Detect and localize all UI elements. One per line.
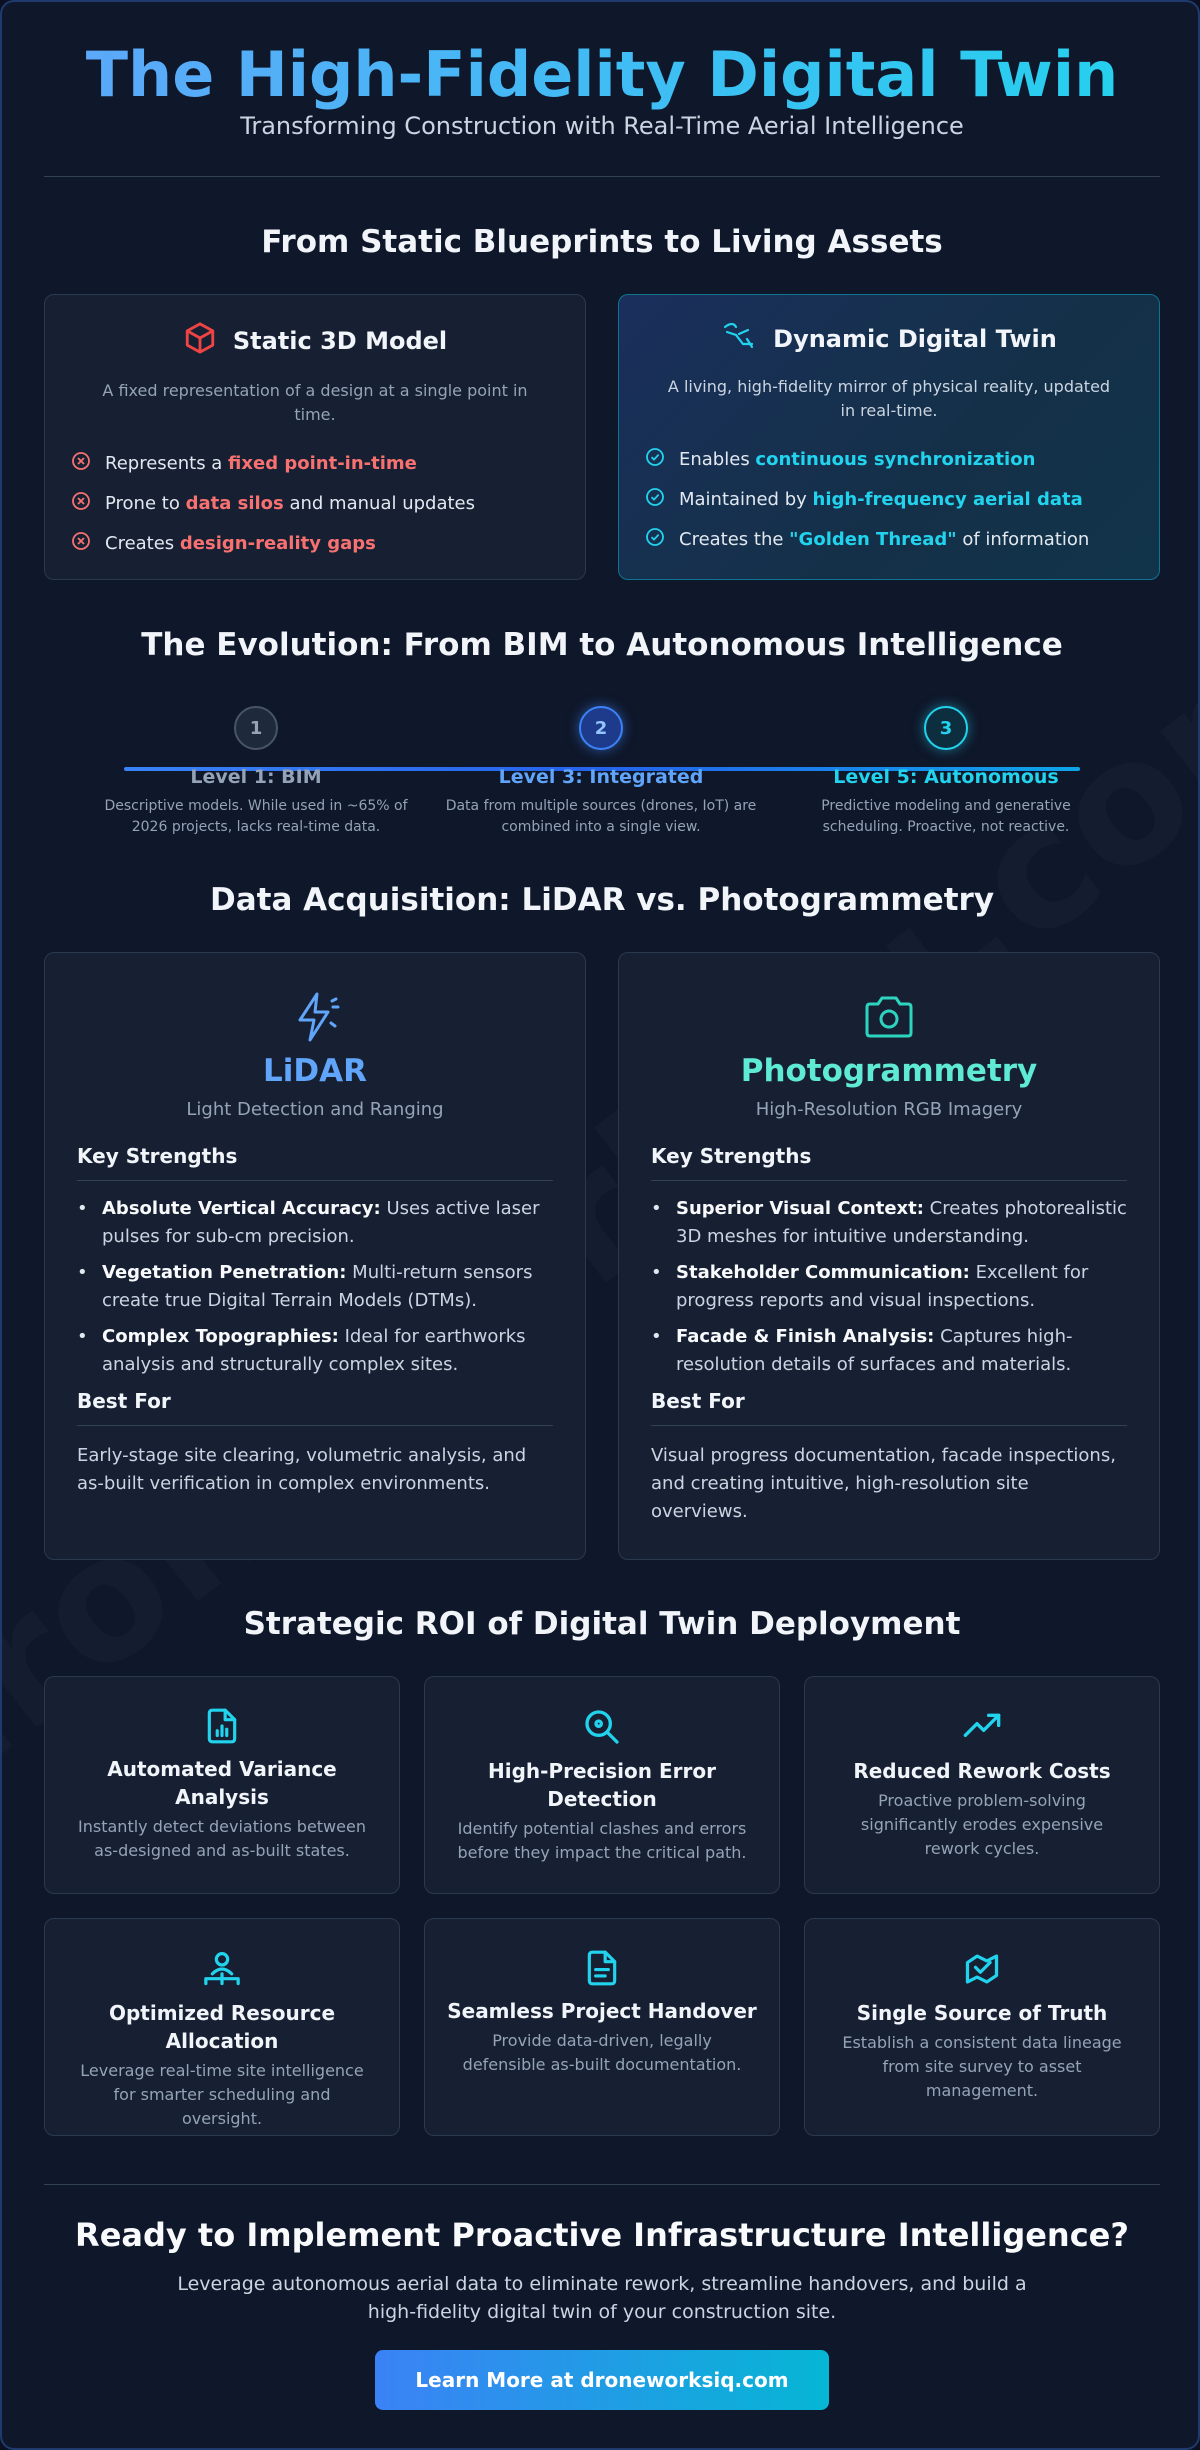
list-item-text: Creates the "Golden Thread" of information (679, 528, 1090, 550)
photogrammetry-subtitle: High-Resolution RGB Imagery (755, 1099, 1023, 1120)
roi-card-error-detection (424, 1676, 780, 1894)
step-circle-3: 3 (924, 706, 968, 750)
x-circle-icon (71, 491, 91, 516)
roi-card-description: Identify potential clashes and errors before they impact the critical path. (457, 1819, 747, 1862)
roi-card-description: Provide data-driven, legally defensible as-built documentation. (462, 2031, 742, 2074)
roi-card-title: Seamless Project Handover (447, 1999, 757, 2023)
static-model-list (45, 443, 585, 563)
list-item (645, 519, 1159, 559)
digital-twin-card (618, 294, 1160, 580)
photogrammetry-body (619, 1144, 1159, 1526)
section-title-acquisition: Data Acquisition: LiDAR vs. Photogrammetry (209, 882, 995, 918)
lightning-icon (45, 989, 585, 1045)
lidar-strengths-list (77, 1195, 553, 1379)
roi-card-title: Automated Variance Analysis (107, 1757, 337, 1809)
photogrammetry-card (618, 952, 1160, 1560)
learn-more-button[interactable]: Learn More at droneworksiq.com (375, 2350, 829, 2410)
list-item: • Facade & Finish Analysis: Captures high-resolution details of surfaces and materials. (651, 1323, 1127, 1379)
digital-twin-header (619, 321, 1159, 357)
lidar-subtitle: Light Detection and Ranging (186, 1099, 444, 1120)
photogrammetry-best-for-text: Visual progress documentation, facade inspections, and creating intuitive, high-resolution site overviews. (651, 1445, 1116, 1522)
list-item (71, 483, 585, 523)
check-circle-icon (645, 527, 665, 552)
cta-divider (44, 2184, 1160, 2185)
user-network-icon (45, 1949, 399, 1989)
roi-card-title: Reduced Rework Costs (853, 1759, 1111, 1783)
list-item-text: Enables continuous synchronization (679, 448, 1036, 470)
roi-card-resource (44, 1918, 400, 2136)
trending-up-icon (805, 1707, 1159, 1747)
lidar-best-for-heading: Best For (77, 1389, 553, 1426)
roi-card-title: Single Source of Truth (856, 2001, 1108, 2025)
list-item: • Absolute Vertical Accuracy: Uses active laser pulses for sub-cm precision. (77, 1195, 553, 1251)
list-item (71, 523, 585, 563)
x-circle-icon (71, 531, 91, 556)
list-item (71, 443, 585, 483)
page-title: The High-Fidelity Digital Twin (2, 38, 1200, 111)
roi-card-variance (44, 1676, 400, 1894)
static-model-header (45, 321, 585, 361)
step-description-2: Data from multiple sources (drones, IoT) are combined into a single view. (445, 798, 757, 835)
roi-card-handover (424, 1918, 780, 2136)
file-chart-icon (45, 1707, 399, 1745)
check-circle-icon (645, 487, 665, 512)
page-subtitle: Transforming Construction with Real-Time Aerial Intelligence (240, 112, 964, 140)
roi-card-description: Establish a consistent data lineage from site survey to asset management. (842, 2033, 1122, 2100)
magnifier-icon (425, 1707, 779, 1747)
step-description-3: Predictive modeling and generative scheduling. Proactive, not reactive. (821, 798, 1071, 835)
satellite-icon (721, 321, 757, 357)
list-item (645, 439, 1159, 479)
section-title-roi: Strategic ROI of Digital Twin Deployment (243, 1606, 961, 1642)
static-model-description: A fixed representation of a design at a single point in time. (102, 381, 528, 424)
section-title-blueprints: From Static Blueprints to Living Assets (261, 224, 943, 260)
step-title-2: Level 3: Integrated (498, 766, 704, 788)
list-item-text: Creates design-reality gaps (105, 532, 376, 554)
list-item: • Vegetation Penetration: Multi-return sensors create true Digital Terrain Models (DTMs). (77, 1259, 553, 1315)
cube-icon (183, 321, 217, 361)
step-circle-2: 2 (579, 706, 623, 750)
photogrammetry-best-for-heading: Best For (651, 1389, 1127, 1426)
roi-card-title: High-Precision Error Detection (488, 1759, 716, 1811)
photogrammetry-strengths-list (651, 1195, 1127, 1379)
lidar-card (44, 952, 586, 1560)
photogrammetry-strengths-heading: Key Strengths (651, 1144, 1127, 1181)
map-check-icon (805, 1949, 1159, 1989)
roi-card-description: Proactive problem-solving significantly erodes expensive rework cycles. (860, 1791, 1104, 1858)
roi-card-title: Optimized Resource Allocation (108, 2001, 336, 2053)
static-model-title: Static 3D Model (232, 327, 448, 355)
roi-card-description: Leverage real-time site intelligence for smarter scheduling and oversight. (80, 2061, 364, 2128)
roi-card-description: Instantly detect deviations between as-designed and as-built states. (78, 1817, 366, 1860)
section-title-evolution: The Evolution: From BIM to Autonomous Intelligence (141, 627, 1063, 663)
list-item-text: Represents a fixed point-in-time (105, 452, 417, 474)
list-item: • Stakeholder Communication: Excellent for progress reports and visual inspections. (651, 1259, 1127, 1315)
step-circle-1: 1 (234, 706, 278, 750)
list-item-text: Maintained by high-frequency aerial data (679, 488, 1083, 510)
header-divider (44, 176, 1160, 177)
digital-twin-title: Dynamic Digital Twin (773, 325, 1057, 353)
roi-card-source-of-truth (804, 1918, 1160, 2136)
digital-twin-list (619, 439, 1159, 559)
step-description-1: Descriptive models. While used in ~65% of 2026 projects, lacks real-time data. (104, 798, 408, 835)
lidar-strengths-heading: Key Strengths (77, 1144, 553, 1181)
static-model-card (44, 294, 586, 580)
lidar-body (45, 1144, 585, 1498)
list-item (645, 479, 1159, 519)
step-title-1: Level 1: BIM (190, 766, 322, 788)
document-icon (425, 1949, 779, 1987)
digital-twin-description: A living, high-fidelity mirror of physical reality, updated in real-time. (667, 377, 1111, 420)
cta-description: Leverage autonomous aerial data to eliminate rework, streamline handovers, and build a high-fidelity digital twin of your construction site. (177, 2273, 1027, 2323)
lidar-title: LiDAR (263, 1053, 367, 1089)
lidar-best-for-text: Early-stage site clearing, volumetric analysis, and as-built verification in complex environments. (77, 1445, 527, 1494)
camera-icon (619, 989, 1159, 1045)
x-circle-icon (71, 451, 91, 476)
check-circle-icon (645, 447, 665, 472)
photogrammetry-title: Photogrammetry (740, 1053, 1038, 1089)
list-item: • Complex Topographies: Ideal for earthworks analysis and structurally complex sites. (77, 1323, 553, 1379)
list-item: • Superior Visual Context: Creates photorealistic 3D meshes for intuitive understanding. (651, 1195, 1127, 1251)
cta-title: Ready to Implement Proactive Infrastructure Intelligence? (75, 2216, 1129, 2254)
step-title-3: Level 5: Autonomous (833, 766, 1059, 788)
list-item-text: Prone to data silos and manual updates (105, 492, 475, 514)
roi-card-rework (804, 1676, 1160, 1894)
